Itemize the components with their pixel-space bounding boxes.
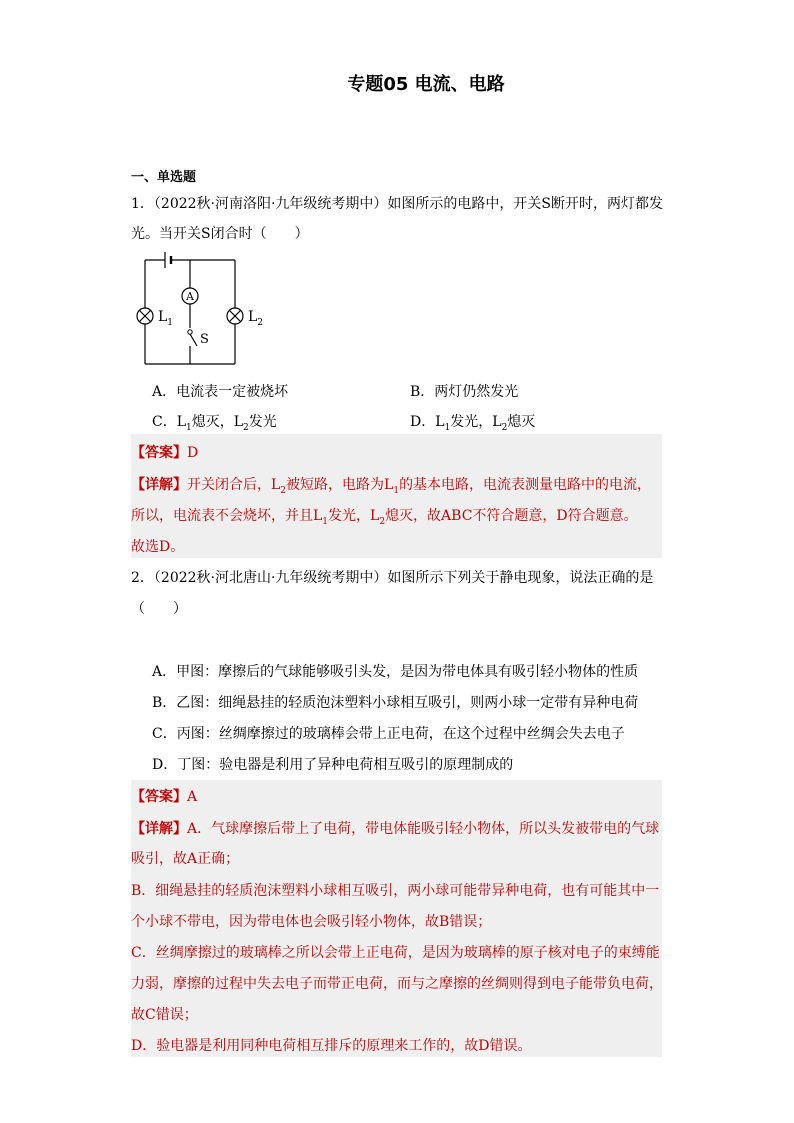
q2-detail-line1: 【详解】A．气球摩擦后带上了电荷，带电体能吸引轻小物体，所以头发被带电的气球 [131,821,660,837]
q1-option-b: B．两灯仍然发光 [410,384,519,400]
section-heading: 一、单选题 [131,170,197,185]
lamp-l2-symbol [227,308,243,324]
switch-contact [188,330,192,334]
q2-option-c: C．丙图：丝绸摩擦过的玻璃棒会带上正电荷，在这个过程中丝绸会失去电子 [152,726,625,742]
lamp-l1-symbol [137,308,153,324]
q2-option-a: A．甲图：摩擦后的气球能够吸引头发，是因为带电体具有吸引轻小物体的性质 [152,664,639,680]
q1-option-c: C．$L_1$熄灭，$L_2$发光 [152,414,277,433]
q2-answer: 【答案】A [131,789,198,805]
q1-detail-line1: 【详解】开关闭合后，$L_2$被短路，电路为$L_1$的基本电路，电流表测量电路中的电流， [131,477,652,496]
q1-answer-block [131,434,662,558]
q1-detail-line3: 故选D。 [131,539,185,555]
q1-stem-line2: 光。当开关S闭合时（ ） [131,226,309,242]
lamp-l1-label: $L_1$ [158,309,174,328]
q2-stem-line1: 2．（2022秋·河北唐山·九年级统考期中）如图所示下列关于静电现象，说法正确的是 [131,570,654,586]
q2-stem-line2: （ ） [131,601,187,617]
lamp-l2-label: $L_2$ [248,309,264,328]
circuit-diagram [130,248,270,370]
q2-option-d: D．丁图：验电器是利用了异种电荷相互吸引的原理制成的 [152,757,514,773]
q1-option-d: D．$L_1$发光，$L_2$熄灭 [410,414,536,433]
q1-option-a: A．电流表一定被烧坏 [152,384,289,400]
q1-stem-line1: 1．（2022秋·河南洛阳·九年级统考期中）如图所示的电路中，开关S断开时，两灯都发 [131,196,664,212]
switch-label: S [200,332,209,347]
q2-detail-line7: 故C错误； [131,1007,198,1023]
q1-answer: 【答案】D [131,445,199,461]
q2-detail-line8: D．验电器是利用同种电荷相互排斥的原理来工作的，故D错误。 [131,1038,532,1054]
q1-detail-line2: 所以，电流表不会烧坏，并且$L_1$发光，$L_2$熄灭，故ABC不符合题意，D符合题意。 [131,508,638,527]
q2-detail-line3: B．细绳悬挂的轻质泡沫塑料小球相互吸引，两小球可能带异种电荷，也有可能其中一 [131,883,660,899]
page-title: 专题05 电流、电路 [347,74,505,95]
ammeter-label: A [186,290,194,303]
q2-detail-line2: 吸引，故A正确； [131,851,240,867]
q2-option-b: B．乙图：细绳悬挂的轻质泡沫塑料小球相互吸引，则两小球一定带有异种电荷 [152,695,639,711]
q2-detail-line5: C．丝绸摩擦过的玻璃棒之所以会带上正电荷，是因为玻璃棒的原子核对电子的束缚能 [131,945,660,961]
q2-detail-line4: 个小球不带电，因为带电体也会吸引轻小物体，故B错误； [131,914,492,930]
q2-detail-line6: 力弱，摩擦的过程中失去电子而带正电荷，而与之摩擦的丝绸则得到电子能带负电荷， [131,976,663,992]
